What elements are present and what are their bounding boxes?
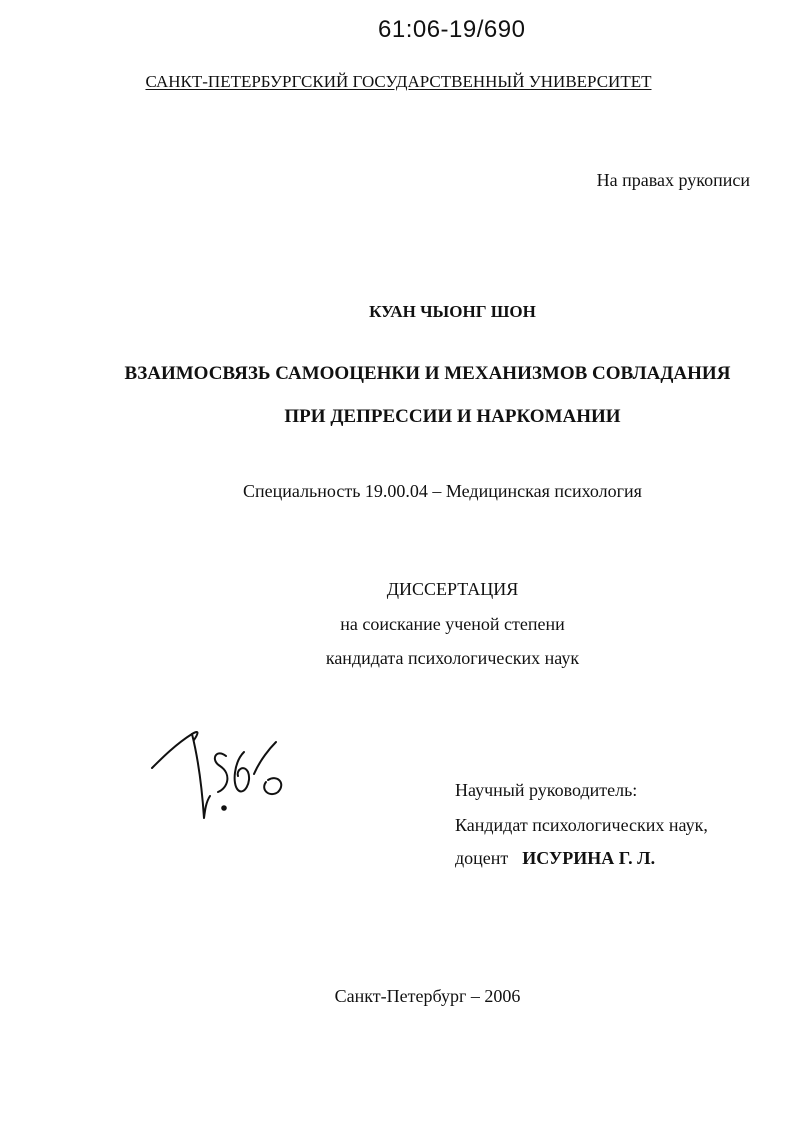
manuscript-rights-note: На правах рукописи	[596, 170, 750, 190]
university-heading	[0, 72, 797, 92]
specialty-line: Специальность 19.00.04 – Медицинская психология	[243, 481, 642, 501]
author-name: КУАН ЧЫОНГ ШОН	[369, 302, 536, 321]
handwritten-signature	[148, 718, 308, 828]
supervisor-label: Научный руководитель:	[455, 780, 638, 800]
supervisor-name: ИСУРИНА Г. Л.	[522, 848, 656, 868]
city-year: Санкт-Петербург – 2006	[334, 986, 521, 1006]
thesis-title-line-1: ВЗАИМОСВЯЗЬ САМООЦЕНКИ И МЕХАНИЗМОВ СОВЛАДАНИЯ	[124, 363, 731, 384]
university-name: САНКТ-ПЕТЕРБУРГСКИЙ ГОСУДАРСТВЕННЫЙ УНИВЕРСИТЕТ	[145, 72, 652, 91]
supervisor-position-line	[455, 848, 655, 869]
degree-line-1: на соискание ученой степени	[340, 614, 565, 634]
catalog-code: 61:06-19/690	[378, 16, 526, 43]
supervisor-degree: Кандидат психологических наук,	[455, 815, 708, 835]
dissertation-heading: ДИССЕРТАЦИЯ	[386, 579, 519, 599]
degree-line-2: кандидата психологических наук	[325, 648, 580, 668]
supervisor-position: доцент	[455, 848, 509, 868]
thesis-title-line-2: ПРИ ДЕПРЕССИИ И НАРКОМАНИИ	[284, 406, 621, 427]
